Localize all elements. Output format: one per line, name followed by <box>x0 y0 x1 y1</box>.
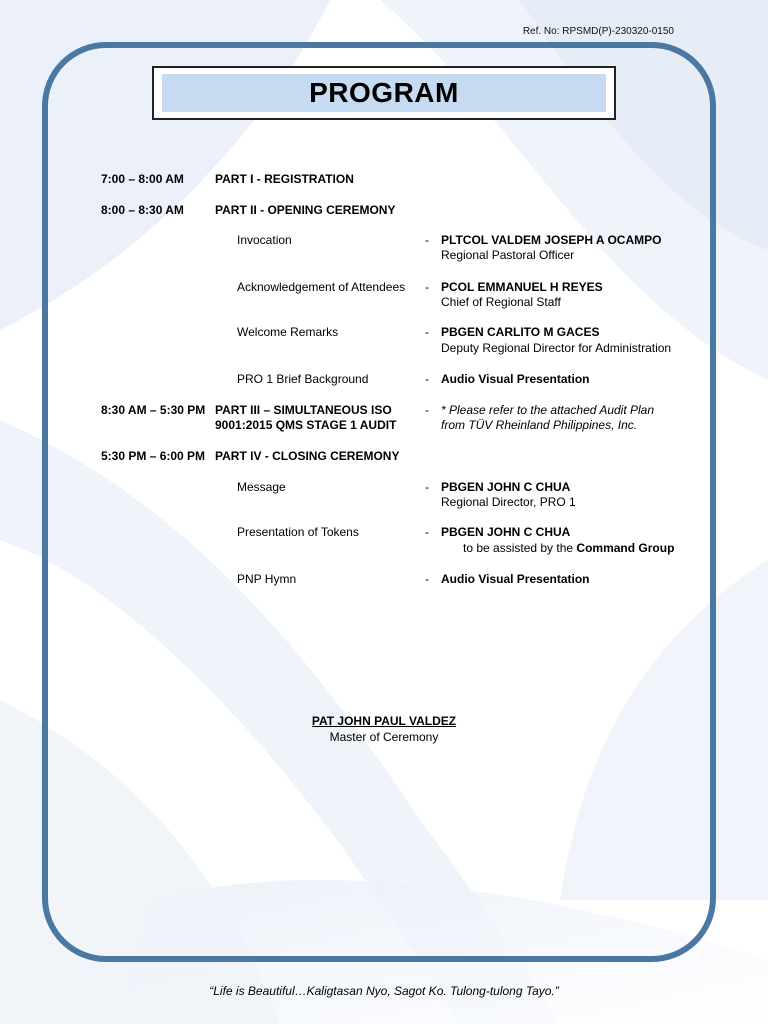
audit-note-line1: * Please refer to the attached Audit Plan <box>441 403 655 417</box>
speaker-name: PBGEN JOHN C CHUA <box>441 480 571 494</box>
time-part-1: 7:00 – 8:00 AM <box>101 172 184 186</box>
activity-acknowledgement: Acknowledgement of Attendees <box>237 280 406 294</box>
speaker-name: Audio Visual Presentation <box>441 372 590 386</box>
page-title: PROGRAM <box>309 77 459 108</box>
master-of-ceremony-role: Master of Ceremony <box>329 730 439 744</box>
title-banner <box>162 74 606 112</box>
time-part-2: 8:00 – 8:30 AM <box>101 203 184 217</box>
role-bold: Command Group <box>576 541 675 555</box>
part-4-title: PART IV - CLOSING CEREMONY <box>215 449 400 463</box>
part-3-title-line2: 9001:2015 QMS STAGE 1 AUDIT <box>215 418 397 432</box>
part-1-title: PART I - REGISTRATION <box>215 172 354 186</box>
activity-presentation-of-tokens: Presentation of Tokens <box>237 525 359 539</box>
master-of-ceremony-name: PAT JOHN PAUL VALDEZ <box>311 714 457 728</box>
speaker-role: Deputy Regional Director for Administration <box>441 341 672 355</box>
part-2-title: PART II - OPENING CEREMONY <box>215 203 396 217</box>
audit-note-line2: from TÜV Rheinland Philippines, Inc. <box>441 418 638 432</box>
speaker-role: Regional Director, PRO 1 <box>441 495 576 509</box>
title-box <box>152 66 616 120</box>
speaker-role: Chief of Regional Staff <box>441 295 561 309</box>
activity-pnp-hymn: PNP Hymn <box>237 572 297 586</box>
dash: - <box>425 572 429 586</box>
dash: - <box>425 233 429 247</box>
speaker-name: PBGEN JOHN C CHUA <box>441 525 571 539</box>
speaker-name: PCOL EMMANUEL H REYES <box>441 280 603 294</box>
activity-message: Message <box>237 480 286 494</box>
dash: - <box>425 525 429 539</box>
footer-motto: “Life is Beautiful…Kaligtasan Nyo, Sagot Ko. Tulong-tulong Tayo.” <box>209 984 559 998</box>
speaker-name: PLTCOL VALDEM JOSEPH A OCAMPO <box>441 233 662 247</box>
time-part-4: 5:30 PM – 6:00 PM <box>101 449 206 463</box>
speaker-role <box>463 541 674 556</box>
dash: - <box>425 403 429 417</box>
time-part-3: 8:30 AM – 5:30 PM <box>101 403 206 417</box>
reference-number: Ref. No: RPSMD(P)-230320-0150 <box>522 26 674 37</box>
dash: - <box>425 325 429 339</box>
speaker-role: Regional Pastoral Officer <box>441 248 575 262</box>
activity-welcome-remarks: Welcome Remarks <box>237 325 339 339</box>
activity-invocation: Invocation <box>237 233 292 247</box>
activity-brief-background: PRO 1 Brief Background <box>237 372 369 386</box>
dash: - <box>425 372 429 386</box>
speaker-name: PBGEN CARLITO M GACES <box>441 325 600 339</box>
dash: - <box>425 280 429 294</box>
part-3-title-line1: PART III – SIMULTANEOUS ISO <box>215 403 392 417</box>
speaker-name: Audio Visual Presentation <box>441 572 590 586</box>
role-prefix: to be assisted by the <box>463 541 574 555</box>
dash: - <box>425 480 429 494</box>
